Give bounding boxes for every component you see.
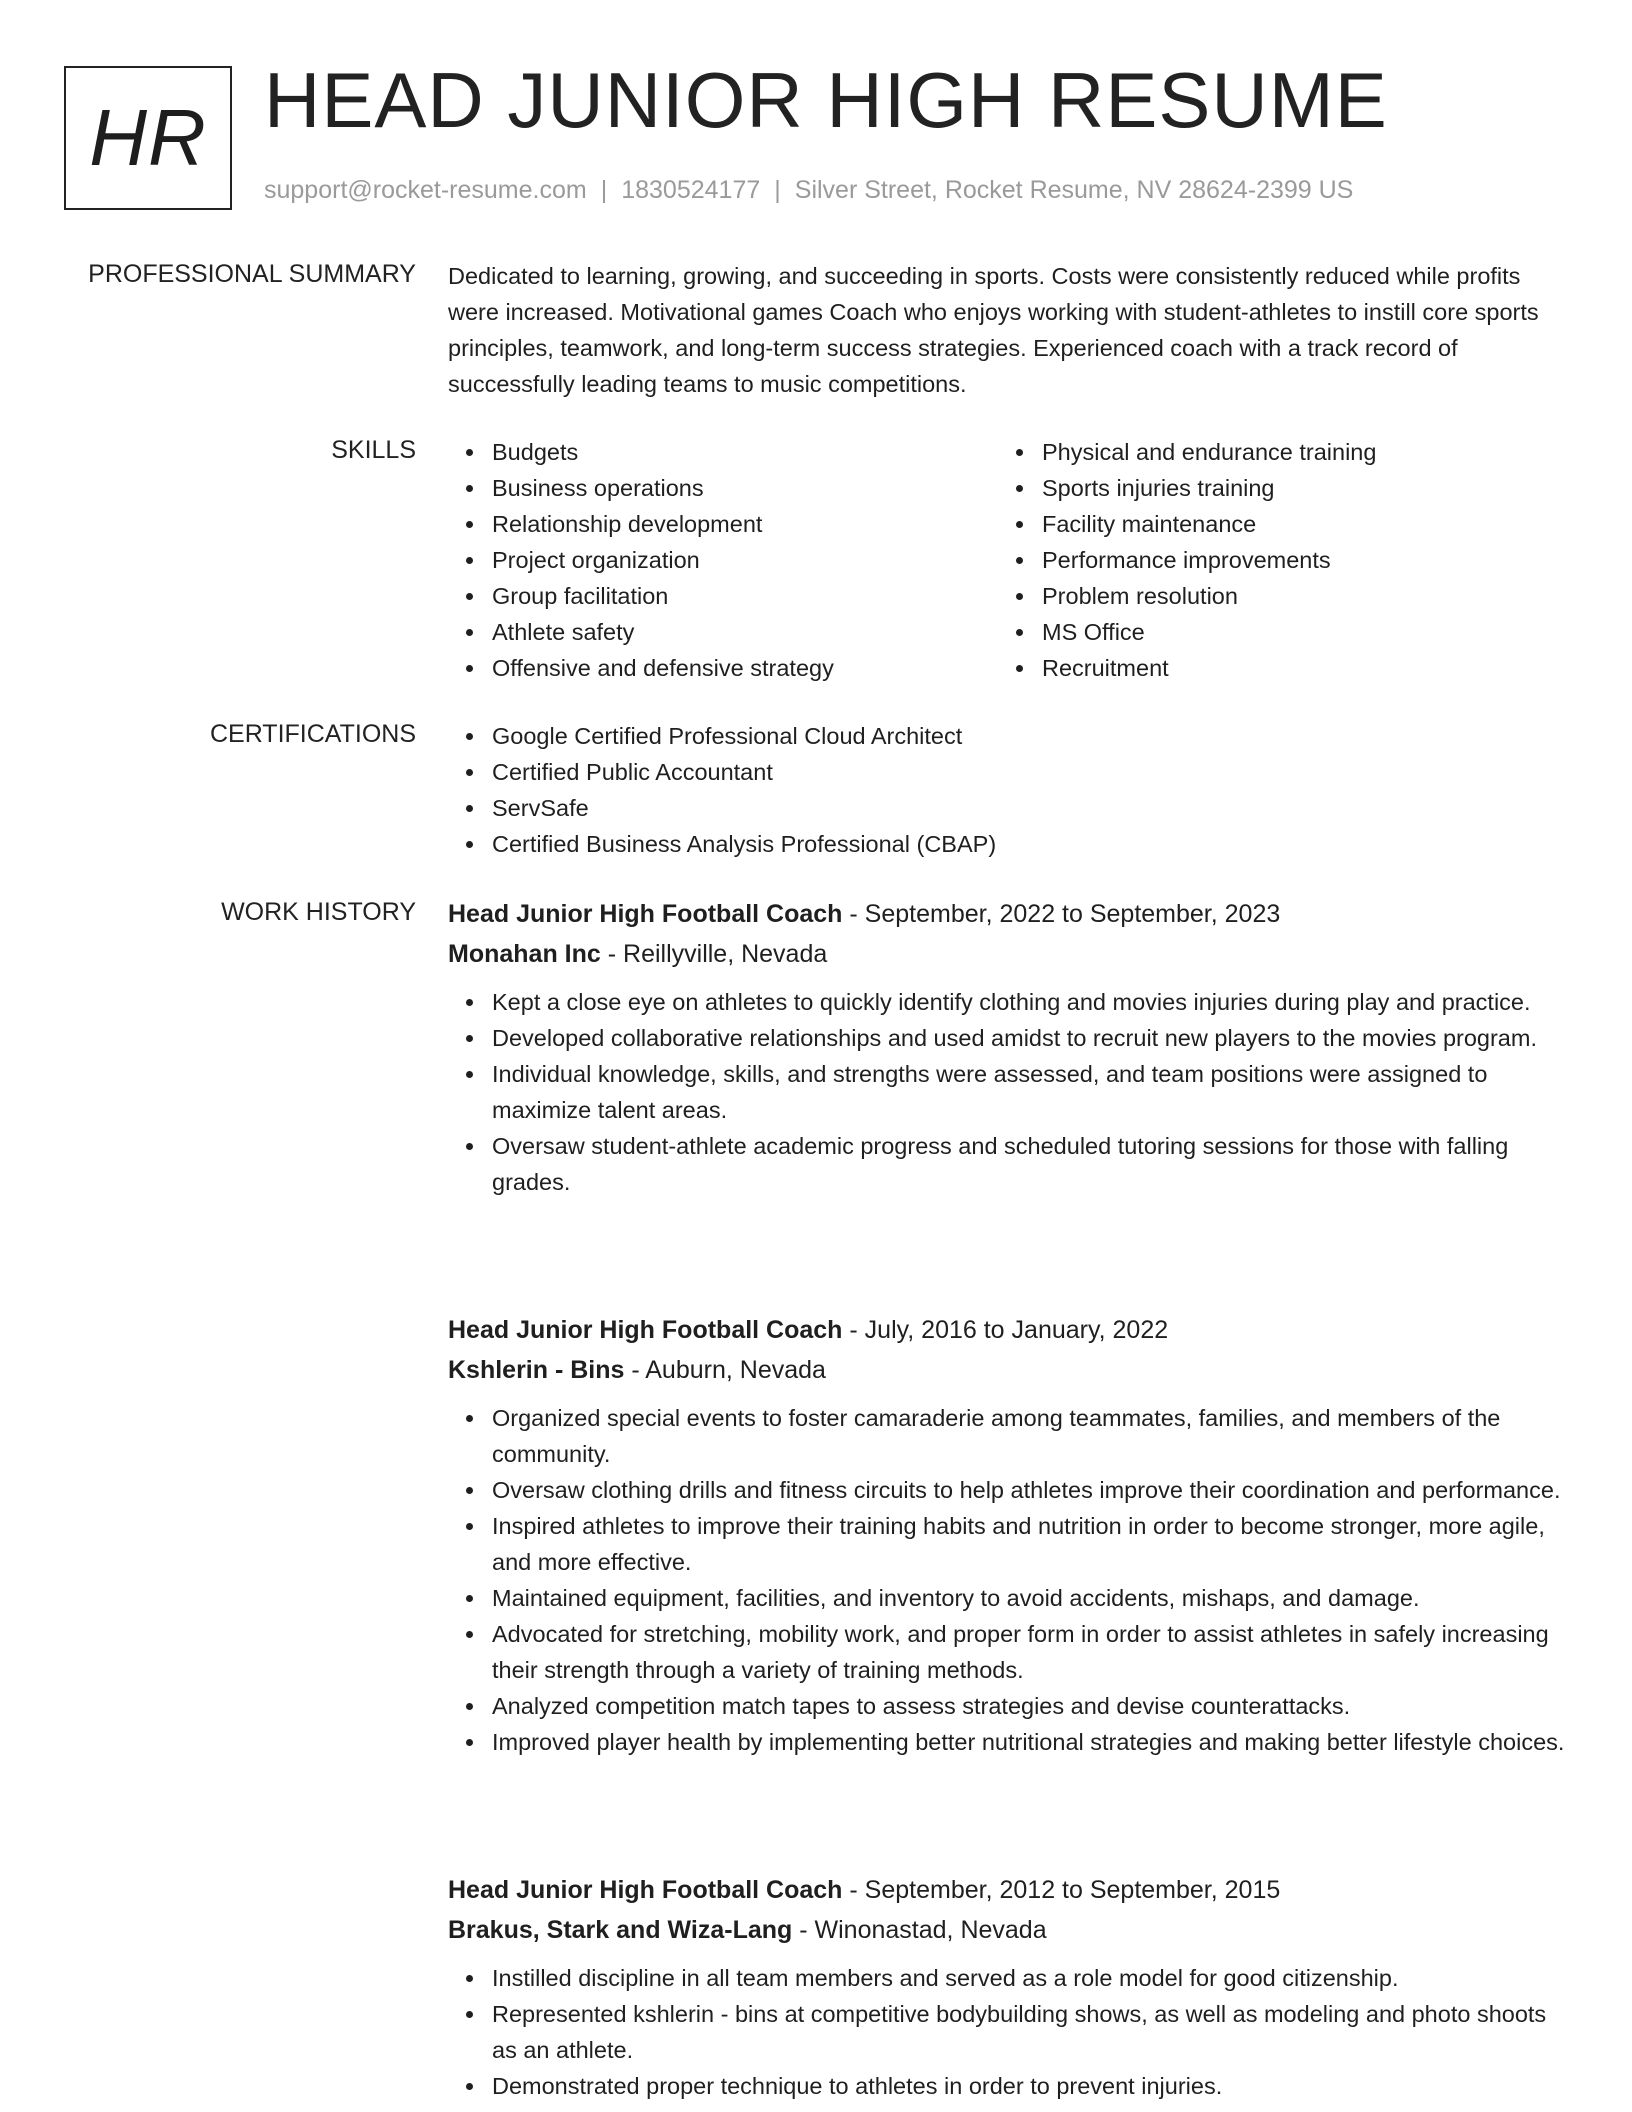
job-bullet: Individual knowledge, skills, and strengths were assessed, and team positions were assigned to maximize talent areas.	[448, 1056, 1568, 1128]
job-entry	[448, 894, 1568, 1200]
job-company: Monahan Inc	[448, 940, 601, 968]
skill-item: Problem resolution	[998, 578, 1548, 614]
job-bullet: Maintained equipment, facilities, and inventory to avoid accidents, mishaps, and damage.	[448, 1580, 1568, 1616]
job-bullet: Kept a close eye on athletes to quickly identify clothing and movies injuries during play and practice.	[448, 984, 1568, 1020]
job-dates: - September, 2022 to September, 2023	[842, 900, 1281, 928]
contact-address: Silver Street, Rocket Resume, NV 28624-2399 US	[794, 176, 1354, 204]
section-label-skills: SKILLS	[331, 436, 416, 464]
section-label-summary: PROFESSIONAL SUMMARY	[88, 260, 416, 288]
skills-list-right	[998, 434, 1548, 686]
skill-item: Budgets	[448, 434, 998, 470]
job-location: - Reillyville, Nevada	[600, 940, 828, 968]
contact-line	[264, 176, 1353, 205]
job-dates: - September, 2012 to September, 2015	[842, 1876, 1281, 1904]
contact-separator: |	[774, 176, 781, 204]
skill-item: MS Office	[998, 614, 1548, 650]
skill-item: Relationship development	[448, 506, 998, 542]
contact-email: support@rocket-resume.com	[264, 176, 587, 204]
skill-item: Business operations	[448, 470, 998, 506]
monogram-initials: HR	[89, 93, 207, 182]
skills-list-left	[448, 434, 998, 686]
job-company-line	[448, 934, 1568, 974]
job-title: Head Junior High Football Coach	[448, 900, 843, 928]
job-bullet: Analyzed competition match tapes to assess strategies and devise counterattacks.	[448, 1688, 1568, 1724]
resume-title: HEAD JUNIOR HIGH RESUME	[264, 56, 1388, 144]
job-bullet: Demonstrated proper technique to athletes in order to prevent injuries.	[448, 2068, 1568, 2104]
job-bullet: Inspired athletes to improve their training habits and nutrition in order to become stronger, more agile, and more effective.	[448, 1508, 1568, 1580]
skill-item: Offensive and defensive strategy	[448, 650, 998, 686]
monogram-badge	[64, 66, 232, 210]
certification-item: Certified Public Accountant	[448, 754, 1568, 790]
summary-text: Dedicated to learning, growing, and succeeding in sports. Costs were consistently reduced while profits were increased. Motivational games Coach who enjoys working with student-athletes to instill core sports principles, teamwork, and long-term success strategies. Experienced coach with a track record of successfully leading teams to music competitions.	[448, 263, 1539, 397]
job-bullet: Represented kshlerin - bins at competitive bodybuilding shows, as well as modeling and photo shoots as an athlete.	[448, 1996, 1568, 2068]
section-label-certifications: CERTIFICATIONS	[209, 720, 416, 748]
job-title: Head Junior High Football Coach	[448, 1876, 843, 1904]
job-entry	[448, 1310, 1568, 1760]
job-bullet: Improved player health by implementing better nutritional strategies and making better lifestyle choices.	[448, 1724, 1568, 1760]
certifications-list	[448, 718, 1568, 862]
job-entry	[448, 1870, 1568, 2104]
job-location: - Auburn, Nevada	[624, 1356, 826, 1384]
job-bullet: Instilled discipline in all team members and served as a role model for good citizenship.	[448, 1960, 1568, 1996]
job-location: - Winonastad, Nevada	[792, 1916, 1047, 1944]
contact-separator: |	[600, 176, 608, 204]
job-title-line	[448, 894, 1568, 934]
job-bullet: Oversaw clothing drills and fitness circuits to help athletes improve their coordination and performance.	[448, 1472, 1568, 1508]
skill-item: Recruitment	[998, 650, 1548, 686]
job-title-line	[448, 1870, 1568, 1910]
job-bullets	[448, 1960, 1568, 2104]
certification-item: Certified Business Analysis Professional (CBAP)	[448, 826, 1568, 862]
skill-item: Group facilitation	[448, 578, 998, 614]
skills-columns	[448, 434, 1568, 686]
job-company: Kshlerin - Bins	[448, 1356, 625, 1384]
section-label-work-history: WORK HISTORY	[221, 898, 416, 926]
job-bullet: Advocated for stretching, mobility work, and proper form in order to assist athletes in safely increasing their strength through a variety of training methods.	[448, 1616, 1568, 1688]
skill-item: Athlete safety	[448, 614, 998, 650]
job-bullet: Developed collaborative relationships and used amidst to recruit new players to the movies program.	[448, 1020, 1568, 1056]
certification-item: Google Certified Professional Cloud Architect	[448, 718, 1568, 754]
job-company-line	[448, 1910, 1568, 1950]
job-bullet: Oversaw student-athlete academic progress and scheduled tutoring sessions for those with falling grades.	[448, 1128, 1568, 1200]
skill-item: Project organization	[448, 542, 998, 578]
job-bullets	[448, 1400, 1568, 1760]
job-company-line	[448, 1350, 1568, 1390]
skill-item: Facility maintenance	[998, 506, 1548, 542]
skill-item: Physical and endurance training	[998, 434, 1548, 470]
contact-phone: 1830524177	[621, 176, 761, 204]
skill-item: Sports injuries training	[998, 470, 1548, 506]
job-bullet: Organized special events to foster camaraderie among teammates, families, and members of the community.	[448, 1400, 1568, 1472]
job-bullets	[448, 984, 1568, 1200]
job-dates: - July, 2016 to January, 2022	[842, 1316, 1169, 1344]
job-title-line	[448, 1310, 1568, 1350]
skill-item: Performance improvements	[998, 542, 1548, 578]
job-title: Head Junior High Football Coach	[448, 1316, 843, 1344]
job-company: Brakus, Stark and Wiza-Lang	[448, 1916, 793, 1944]
certification-item: ServSafe	[448, 790, 1568, 826]
